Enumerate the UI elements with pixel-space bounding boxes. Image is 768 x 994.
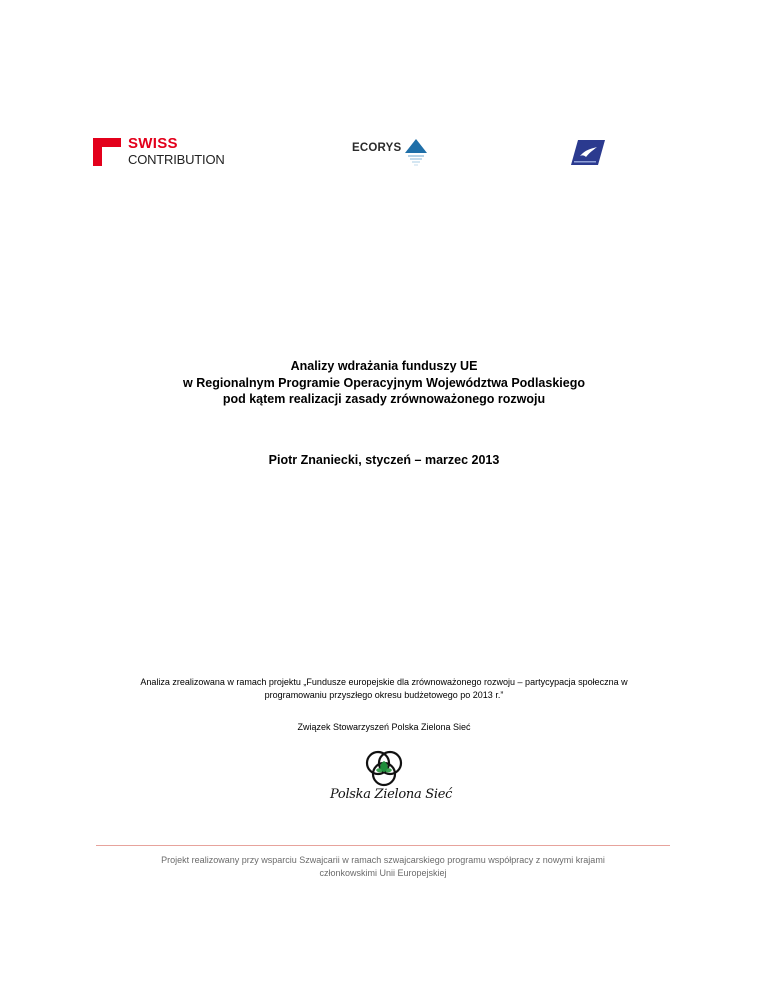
ecorys-logo-word: ECORYS: [352, 142, 402, 154]
description-line-2: programowaniu przyszłego okresu budżetowego po 2013 r.”: [264, 690, 504, 700]
partner-bird-logo: [570, 139, 606, 167]
ecorys-triangle-icon: [404, 138, 428, 168]
swiss-contribution-logo: [93, 136, 243, 170]
title-line-2: w Regionalnym Programie Operacyjnym Województwa Podlaskiego: [183, 375, 585, 390]
contribution-logo-word: CONTRIBUTION: [128, 152, 225, 167]
pzs-logo-word: Polska Zielona Sieć: [330, 787, 453, 802]
polska-zielona-siec-logo: [330, 750, 453, 808]
title-line-1: Analizy wdrażania funduszy UE: [290, 359, 478, 373]
footer-line-2: członkowskimi Unii Europejskiej: [319, 868, 447, 878]
author-and-date: Piotr Znaniecki, styczeń – marzec 2013: [268, 453, 500, 467]
footer-note: [96, 854, 670, 880]
swiss-logo-word: SWISS: [128, 135, 178, 152]
ecorys-logo: [352, 138, 432, 168]
document-title: [80, 358, 688, 408]
project-description: [80, 676, 688, 702]
swiss-logo-mark: [93, 138, 121, 166]
footer-divider: [96, 845, 670, 846]
title-line-3: pod kątem realizacji zasady zrównoważonego rozwoju: [222, 392, 546, 406]
organization-name: Związek Stowarzyszeń Polska Zielona Sieć: [297, 722, 471, 732]
description-line-1: Analiza zrealizowana w ramach projektu „Fundusze europejskie dla zrównoważonego rozwoju – partycypacja społeczna w: [140, 677, 628, 687]
three-circles-leaf-icon: [360, 750, 408, 788]
footer-line-1: Projekt realizowany przy wsparciu Szwajcarii w ramach szwajcarskiego programu współpracy z nowymi krajami: [161, 855, 605, 865]
